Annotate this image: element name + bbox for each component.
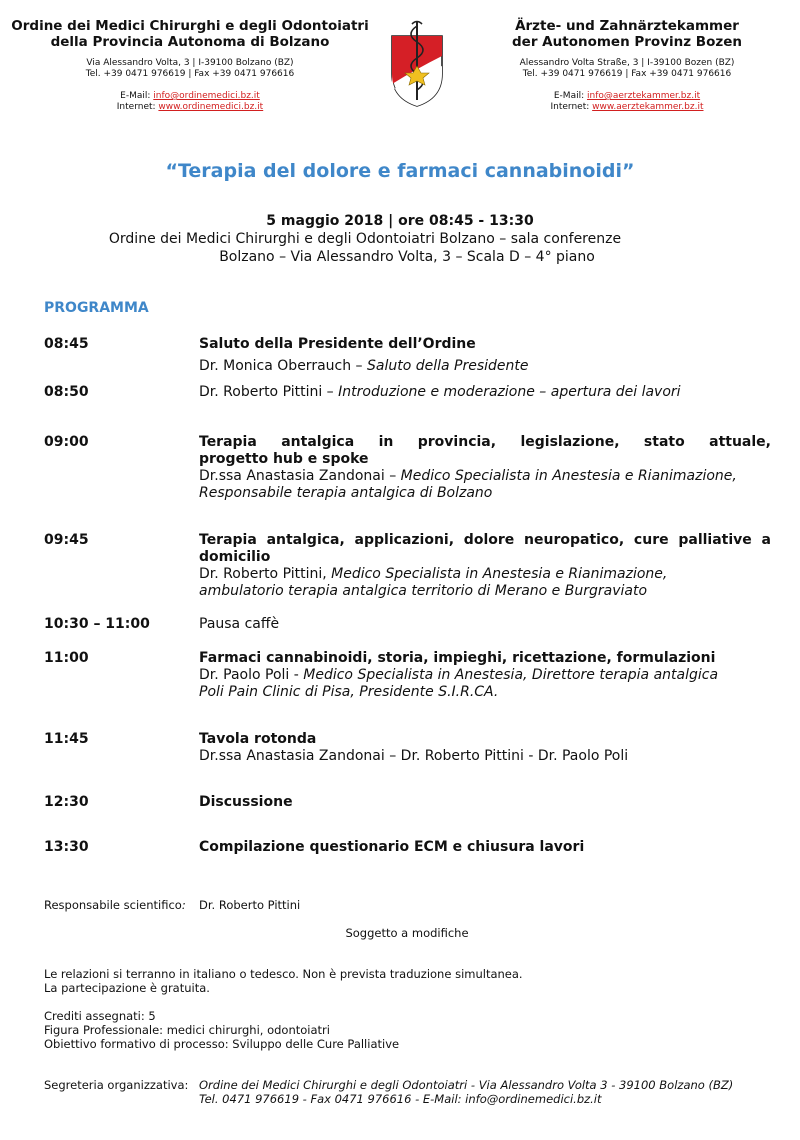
- secretariat-line-2: Tel. 0471 976619 - Fax 0471 976616 - E-Mail: info@ordinemedici.bz.it: [199, 1092, 602, 1106]
- responsabile-name: Dr. Roberto Pittini: [199, 898, 301, 912]
- email-label: E-Mail:: [553, 91, 587, 101]
- program-item: [199, 532, 771, 600]
- program-role: Medico Specialista in Anestesia e Rianimazione,: [400, 468, 737, 484]
- program-plain: Pausa caffè: [199, 616, 280, 632]
- program-role: Saluto della Presidente: [367, 358, 529, 374]
- program-title-line: Terapia antalgica in provincia, legislazione, stato attuale,: [199, 434, 771, 450]
- subject-to-change: Soggetto a modifiche: [345, 926, 469, 940]
- event-date: 5 maggio 2018 | ore 08:45 - 13:30: [266, 213, 534, 229]
- program-title: Compilazione questionario ECM e chiusura lavori: [199, 839, 585, 855]
- header-right-internet-line: [462, 102, 792, 113]
- program-title: Farmaci cannabinoidi, storia, impieghi, ricettazione, formulazioni: [199, 650, 716, 666]
- program-item: [199, 434, 771, 502]
- program-time: 11:00: [44, 650, 89, 666]
- program-time: 11:45: [44, 731, 89, 747]
- header-right-email-link[interactable]: info@aerztekammer.bz.it: [586, 91, 701, 101]
- language-note: Le relazioni si terranno in italiano o tedesco. Non è prevista traduzione simultanea.: [44, 967, 523, 981]
- program-time: 08:45: [44, 336, 89, 352]
- program-time: 09:45: [44, 532, 89, 548]
- secretariat-label: Segreteria organizzativa:: [44, 1078, 189, 1092]
- free-participation: La partecipazione è gratuita.: [44, 981, 210, 995]
- program-title-line: domicilio: [199, 549, 271, 565]
- program-item: [199, 616, 771, 633]
- event-venue-1: Ordine dei Medici Chirurghi e degli Odontoiatri Bolzano – sala conferenze: [108, 231, 622, 247]
- program-speaker: Dr. Monica Oberrauch –: [199, 358, 367, 374]
- internet-label: Internet:: [550, 102, 593, 112]
- program-role: Poli Pain Clinic di Pisa, Presidente S.I.R.CA.: [199, 684, 499, 700]
- header-left: [10, 18, 370, 113]
- header-right-address: Alessandro Volta Straße, 3 | I-39100 Bozen (BZ): [519, 58, 735, 68]
- header-left-address: Via Alessandro Volta, 3 | I-39100 Bolzano (BZ): [86, 58, 294, 68]
- professional-figure: Figura Professionale: medici chirurghi, odontoiatri: [44, 1023, 330, 1037]
- credits: Crediti assegnati: 5: [44, 1009, 156, 1023]
- program-role: Medico Specialista in Anestesia, Direttore terapia antalgica: [303, 667, 719, 683]
- program-time: 08:50: [44, 384, 89, 400]
- header-left-email-line: [10, 91, 370, 102]
- program-title: Saluto della Presidente dell’Ordine: [199, 336, 476, 352]
- responsabile-label: [44, 898, 186, 912]
- program-speaker: Dr. Roberto Pittini,: [199, 566, 332, 582]
- header-right: [462, 18, 792, 113]
- responsabile-colon: :: [181, 898, 186, 912]
- program-item: [199, 839, 771, 856]
- email-label: E-Mail:: [120, 91, 154, 101]
- program-item: [199, 650, 771, 701]
- program-speaker: Dr. Roberto Pittini –: [199, 384, 339, 400]
- training-objective: Obiettivo formativo di processo: Sviluppo delle Cure Palliative: [44, 1037, 400, 1051]
- program-speaker: Dr. Paolo Poli -: [199, 667, 304, 683]
- event-venue-2: Bolzano – Via Alessandro Volta, 3 – Scala D – 4° piano: [219, 249, 595, 265]
- program-item: [199, 336, 771, 375]
- program-speaker: Dr.ssa Anastasia Zandonai –: [199, 468, 401, 484]
- shield-caduceus-icon: [388, 16, 446, 108]
- header-right-title-1: Ärzte- und Zahnärztekammer: [515, 18, 739, 34]
- program-title-line: progetto hub e spoke: [199, 451, 369, 467]
- program-role: Medico Specialista in Anestesia e Rianimazione,: [331, 566, 668, 582]
- event-title: “Terapia del dolore e farmaci cannabinoidi”: [165, 160, 635, 182]
- program-item: [199, 384, 771, 401]
- program-title-line: Terapia antalgica, applicazioni, dolore neuropatico, cure palliative a: [199, 532, 771, 548]
- program-role: Introduzione e moderazione – apertura dei lavori: [338, 384, 681, 400]
- internet-label: Internet:: [116, 102, 159, 112]
- header-right-email-line: [462, 91, 792, 102]
- program-time: 10:30 – 11:00: [44, 616, 150, 632]
- secretariat-line-1: Ordine dei Medici Chirurghi e degli Odontoiatri - Via Alessandro Volta 3 - 39100 Bolzano (BZ): [199, 1078, 734, 1092]
- header-left-title-1: Ordine dei Medici Chirurghi e degli Odontoiatri: [11, 18, 369, 34]
- program-role: Responsabile terapia antalgica di Bolzano: [199, 485, 493, 501]
- program-plain: Dr.ssa Anastasia Zandonai – Dr. Roberto Pittini - Dr. Paolo Poli: [199, 748, 629, 764]
- header-left-phone: Tel. +39 0471 976619 | Fax +39 0471 976616: [85, 69, 295, 79]
- header-left-internet-line: [10, 102, 370, 113]
- header-right-title-2: der Autonomen Provinz Bozen: [512, 34, 742, 50]
- program-item: [199, 731, 771, 765]
- program-time: 13:30: [44, 839, 89, 855]
- program-role: ambulatorio terapia antalgica territorio di Merano e Burgraviato: [199, 583, 648, 599]
- header-left-internet-link[interactable]: www.ordinemedici.bz.it: [158, 102, 264, 112]
- program-item: [199, 794, 771, 811]
- header-left-title-2: della Provincia Autonoma di Bolzano: [50, 34, 330, 50]
- program-time: 12:30: [44, 794, 89, 810]
- header-left-email-link[interactable]: info@ordinemedici.bz.it: [153, 91, 260, 101]
- program-time: 09:00: [44, 434, 89, 450]
- program-title: Tavola rotonda: [199, 731, 317, 747]
- header-right-internet-link[interactable]: www.aerztekammer.bz.it: [592, 102, 704, 112]
- coat-of-arms-logo: [388, 16, 446, 108]
- programma-heading: PROGRAMMA: [44, 300, 149, 316]
- responsabile-label-text: Responsabile scientifico: [44, 898, 182, 912]
- header-right-phone: Tel. +39 0471 976619 | Fax +39 0471 976616: [522, 69, 732, 79]
- program-title: Discussione: [199, 794, 293, 810]
